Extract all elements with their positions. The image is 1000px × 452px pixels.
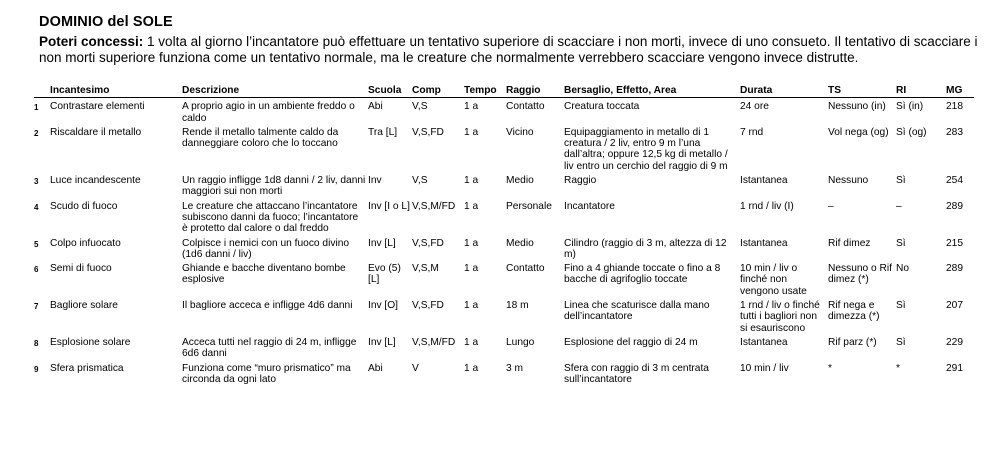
cell-school: Inv [L] [368, 237, 396, 249]
cell-spell-resistance: Sì [896, 237, 906, 249]
table-row [34, 235, 974, 261]
cell-duration: 7 rnd [740, 126, 764, 138]
powers-text: 1 volta al giorno l’incantatore può effettuare un tentativo superiore di scacciare i non morti, invece di uno consueto. Il tentativo di scacciare i non morti superiore funziona come un tentativo normale, ma le creature che normalmente verrebbero scacciare vengono invece distrutte. [39, 34, 978, 65]
cell-components: V,S,M/FD [412, 200, 456, 212]
cell-spell: Luce incandescente [50, 175, 141, 187]
cell-school: Inv [368, 175, 382, 187]
cell-description: Ghiande e bacche diventano bombe esplosive [182, 263, 346, 286]
cell-school: Inv [L] [368, 336, 396, 348]
column-header-components: Comp [412, 85, 464, 98]
cell-target: Equipaggiamento in metallo di 1 creatura / 2 liv, entro 9 m l’una dall’altra; oppure 12,5 kg di metallo / liv entro un cerchio del raggio di 9 m [564, 126, 728, 172]
cell-time: 1 a [464, 237, 479, 249]
cell-page: 254 [946, 175, 963, 187]
cell-saving-throw: Nessuno (in) [828, 101, 886, 113]
cell-spell-resistance: Sì (og) [896, 126, 927, 138]
cell-number: 8 [34, 338, 39, 348]
cell-school: Inv [O] [368, 300, 399, 312]
cell-time: 1 a [464, 263, 479, 275]
cell-range: Medio [506, 237, 534, 249]
cell-duration: 1 rnd / liv o finché tutti i bagliori non si esauriscono [740, 300, 820, 334]
cell-saving-throw: Vol nega (og) [828, 126, 889, 138]
cell-range: Contatto [506, 263, 545, 275]
cell-components: V,S,FD [412, 126, 444, 138]
cell-description: A proprio agio in un ambiente freddo o caldo [182, 101, 355, 124]
cell-description: Il bagliore acceca e infligge 4d6 danni [182, 300, 353, 312]
cell-duration: Istantanea [740, 175, 788, 187]
table-row [34, 124, 974, 172]
cell-number: 2 [34, 128, 39, 138]
cell-components: V,S,M/FD [412, 336, 456, 348]
cell-spell: Sfera prismatica [50, 362, 124, 374]
cell-school: Evo (5) [L] [368, 263, 401, 286]
cell-page: 229 [946, 336, 963, 348]
cell-time: 1 a [464, 336, 479, 348]
cell-time: 1 a [464, 101, 479, 113]
cell-spell-resistance: No [896, 263, 910, 275]
cell-range: Lungo [506, 336, 535, 348]
cell-spell-resistance: Sì [896, 175, 906, 187]
column-header-time: Tempo [464, 85, 506, 98]
cell-spell-resistance: Sì [896, 300, 906, 312]
cell-page: 283 [946, 126, 963, 138]
column-header-spell: Incantesimo [50, 85, 182, 98]
cell-range: Medio [506, 175, 534, 187]
cell-page: 207 [946, 300, 963, 312]
cell-target: Incantatore [564, 200, 615, 212]
cell-spell: Bagliore solare [50, 300, 118, 312]
cell-description: Funziona come “muro prismatico” ma circonda da ogni lato [182, 362, 351, 385]
cell-number: 5 [34, 239, 39, 249]
cell-saving-throw: Nessuno o Rif dimez (*) [828, 263, 892, 286]
column-header-saving-throw: TS [828, 85, 896, 98]
cell-components: V,S,FD [412, 237, 444, 249]
column-header-range: Raggio [506, 85, 564, 98]
cell-time: 1 a [464, 175, 479, 187]
cell-saving-throw: Rif parz (*) [828, 336, 877, 348]
cell-target: Creatura toccata [564, 101, 640, 113]
cell-school: Abi [368, 362, 383, 374]
cell-spell-resistance: Sì [896, 336, 906, 348]
cell-page: 215 [946, 237, 963, 249]
cell-duration: 10 min / liv o finché non vengono usate [740, 263, 807, 297]
cell-description: Colpisce i nemici con un fuoco divino (1d6 danni / liv) [182, 237, 350, 260]
cell-components: V,S [412, 175, 428, 187]
cell-number: 4 [34, 202, 39, 212]
cell-saving-throw: – [828, 200, 834, 212]
cell-target: Cilindro (raggio di 3 m, altezza di 12 m) [564, 237, 727, 260]
table-row [34, 260, 974, 297]
cell-components: V [412, 362, 419, 374]
cell-duration: 24 ore [740, 101, 769, 113]
cell-duration: Istantanea [740, 336, 788, 348]
cell-number: 7 [34, 302, 39, 312]
cell-target: Sfera con raggio di 3 m centrata sull’incantatore [564, 362, 709, 385]
column-header-spell-resistance: RI [896, 85, 946, 98]
cell-spell: Esplosione solare [50, 336, 131, 348]
cell-saving-throw: Rif dimez [828, 237, 871, 249]
table-row [34, 334, 974, 360]
cell-number: 6 [34, 265, 39, 275]
column-header-school: Scuola [368, 85, 412, 98]
cell-range: 3 m [506, 362, 523, 374]
cell-spell: Contrastare elementi [50, 101, 145, 113]
cell-number: 9 [34, 364, 39, 374]
column-header-duration: Durata [740, 85, 828, 98]
table-row [34, 198, 974, 235]
cell-time: 1 a [464, 200, 479, 212]
cell-range: 18 m [506, 300, 529, 312]
cell-school: Abi [368, 101, 383, 113]
cell-range: Personale [506, 200, 552, 212]
cell-duration: Istantanea [740, 237, 788, 249]
column-header-number [34, 85, 50, 98]
cell-saving-throw: * [828, 362, 832, 374]
column-header-description: Descrizione [182, 85, 368, 98]
cell-page: 289 [946, 263, 963, 275]
column-header-page: MG [946, 85, 974, 98]
cell-spell-resistance: Sì (in) [896, 101, 924, 113]
cell-target: Fino a 4 ghiande toccate o fino a 8 bacche di agrifoglio toccate [564, 263, 721, 286]
cell-duration: 10 min / liv [740, 362, 789, 374]
cell-spell: Scudo di fuoco [50, 200, 118, 212]
cell-description: Rende il metallo talmente caldo da danneggiare coloro che lo toccano [182, 126, 339, 150]
cell-components: V,S [412, 101, 428, 113]
cell-page: 291 [946, 362, 963, 374]
cell-spell-resistance: * [896, 362, 900, 374]
powers-paragraph [39, 34, 979, 66]
table-row [34, 98, 974, 124]
cell-spell: Semi di fuoco [50, 263, 112, 275]
table-header-row [34, 85, 974, 98]
cell-description: Acceca tutti nel raggio di 24 m, infligge 6d6 danni [182, 336, 357, 360]
cell-target: Linea che scaturisce dalla mano dell’incantatore [564, 300, 710, 323]
cell-target: Esplosione del raggio di 24 m [564, 336, 698, 348]
cell-range: Contatto [506, 101, 545, 113]
cell-duration: 1 rnd / liv (I) [740, 200, 794, 212]
cell-school: Tra [L] [368, 126, 398, 138]
cell-target: Raggio [564, 175, 597, 187]
cell-components: V,S,FD [412, 300, 444, 312]
cell-time: 1 a [464, 362, 479, 374]
cell-school: Inv [I o L] [368, 200, 410, 212]
table-body [34, 98, 974, 385]
table-row [34, 297, 974, 334]
cell-range: Vicino [506, 126, 534, 138]
cell-saving-throw: Rif nega e dimezza (*) [828, 300, 880, 323]
cell-number: 3 [34, 177, 39, 187]
spells-table [34, 85, 974, 385]
cell-spell: Riscaldare il metallo [50, 126, 142, 138]
cell-page: 289 [946, 200, 963, 212]
cell-components: V,S,M [412, 263, 439, 275]
cell-number: 1 [34, 103, 39, 113]
cell-description: Le creature che attaccano l’incantatore subiscono danni da fuoco; l’incantatore è protetto dal calore o dal freddo [182, 200, 359, 235]
cell-spell-resistance: – [896, 200, 902, 212]
page-title: DOMINIO del SOLE [39, 14, 173, 30]
cell-saving-throw: Nessuno [828, 175, 869, 187]
cell-description: Un raggio infligge 1d8 danni / 2 liv, danni maggiori sui non morti [182, 175, 366, 198]
column-header-target: Bersaglio, Effetto, Area [564, 85, 740, 98]
powers-label: Poteri concessi: [39, 34, 144, 49]
cell-time: 1 a [464, 300, 479, 312]
table-row [34, 360, 974, 386]
cell-time: 1 a [464, 126, 479, 138]
table-row [34, 172, 974, 198]
cell-page: 218 [946, 101, 963, 113]
cell-spell: Colpo infuocato [50, 237, 121, 249]
